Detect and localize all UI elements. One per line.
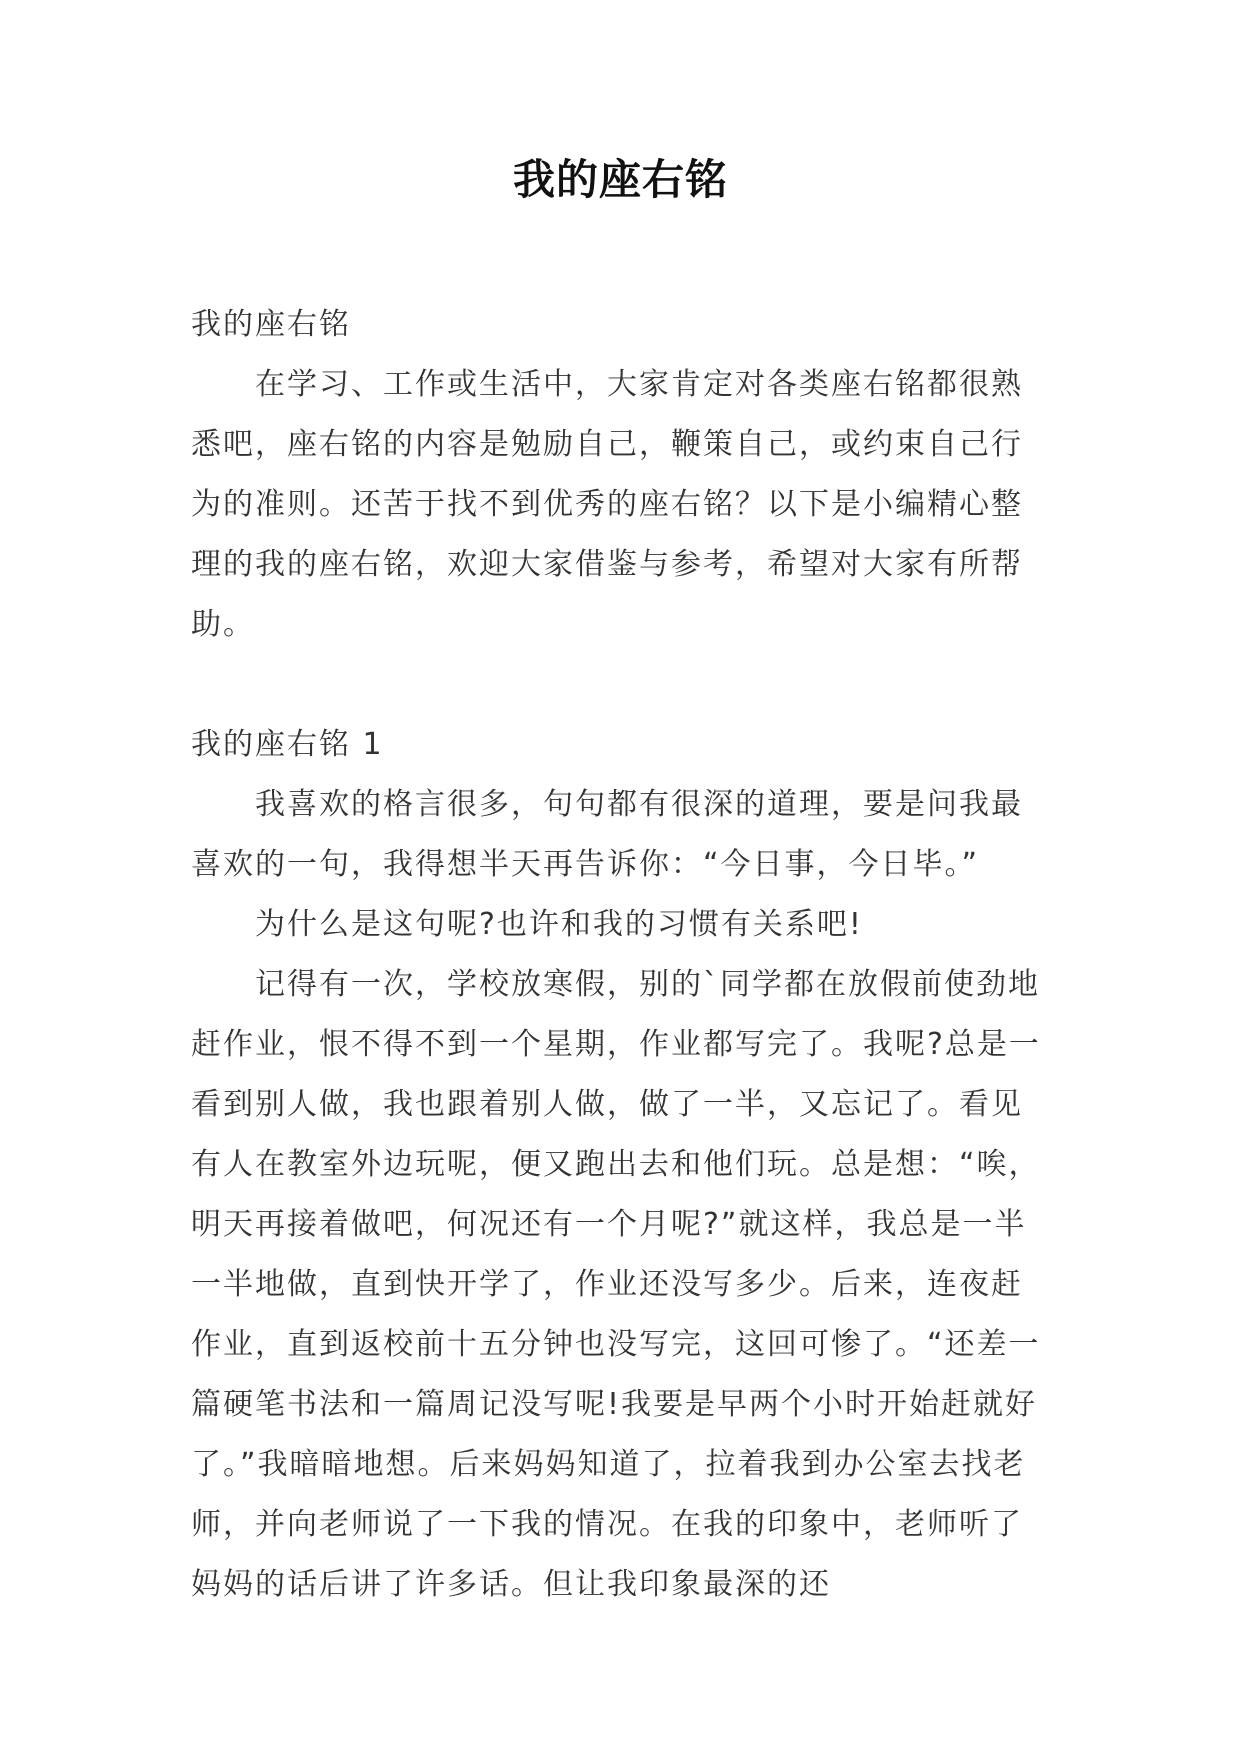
document-title: 我的座右铭: [512, 155, 728, 204]
section-heading: 我的座右铭 1: [191, 727, 384, 762]
document-body: [191, 295, 1051, 1615]
subtitle: 我的座右铭: [191, 307, 351, 342]
body-paragraph: 我喜欢的格言很多，句句都有很深的道理，要是问我最喜欢的一句，我得想半天再告诉你：“今日事，今日毕。”: [191, 787, 1023, 882]
intro-paragraph: 在学习、工作或生活中，大家肯定对各类座右铭都很熟悉吧，座右铭的内容是勉励自己，鞭策自己，或约束自己行为的准则。还苦于找不到优秀的座右铭？以下是小编精心整理的我的座右铭，欢迎大家借鉴与参考，希望对大家有所帮助。: [191, 367, 1023, 642]
body-paragraph: 为什么是这句呢?也许和我的习惯有关系吧!: [255, 907, 863, 942]
section-spacer: [191, 655, 1051, 715]
body-paragraph: 记得有一次，学校放寒假，别的`同学都在放假前使劲地赶作业，恨不得不到一个星期，作业都写完了。我呢?总是一看到别人做，我也跟着别人做，做了一半，又忘记了。看见有人在教室外边玩呢，便又跑出去和他们玩。总是想：“唉，明天再接着做吧，何况还有一个月呢?”就这样，我总是一半一半地做，直到快开学了，作业还没写多少。后来，连夜赶作业，直到返校前十五分钟也没写完，这回可惨了。“还差一篇硬笔书法和一篇周记没写呢!我要是早两个小时开始赶就好了。”我暗暗地想。后来妈妈知道了，拉着我到办公室去找老师，并向老师说了一下我的情况。在我的印象中，老师听了妈妈的话后讲了许多话。但让我印象最深的还: [191, 967, 1041, 1602]
